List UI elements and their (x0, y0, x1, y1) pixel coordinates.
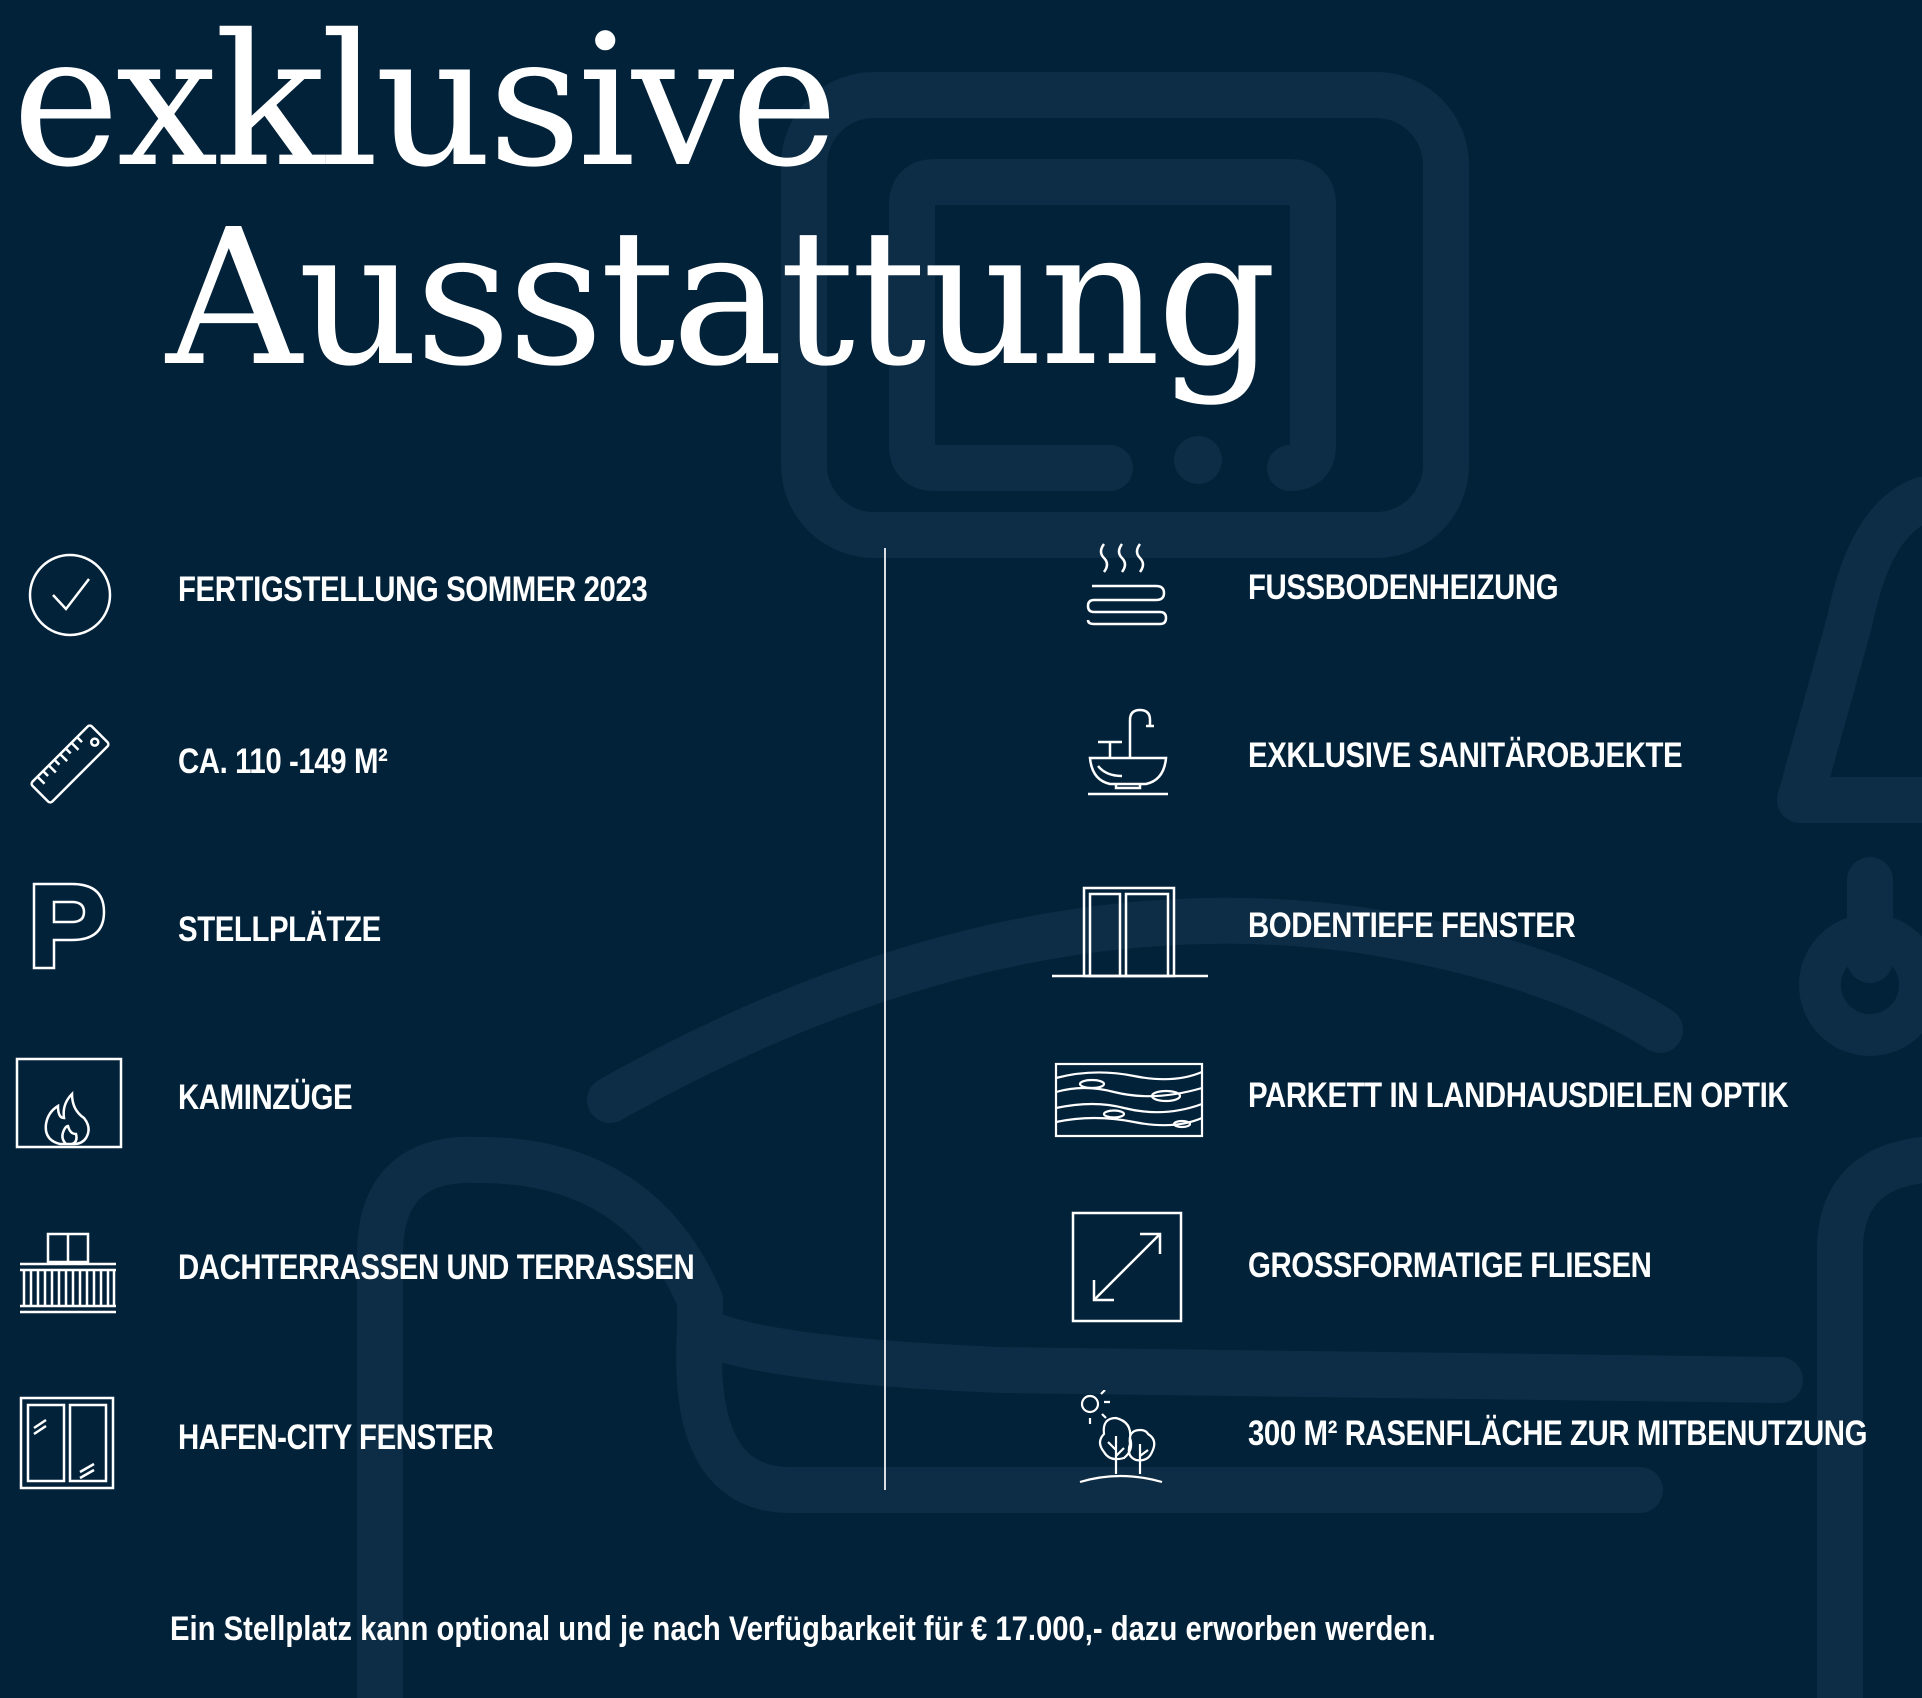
lawn-trees-icon (1076, 1390, 1166, 1484)
parking-icon (24, 878, 114, 974)
large-tile-icon (1070, 1210, 1184, 1324)
feature-label: EXKLUSIVE SANITÄROBJEKTE (1248, 736, 1683, 775)
feature-item-completion (0, 530, 880, 650)
floor-window-icon (1050, 884, 1210, 980)
feature-item-floor-heating (1040, 528, 1922, 648)
feature-item-parking (0, 870, 880, 990)
terrace-railing-icon (18, 1230, 118, 1314)
feature-label: FERTIGSTELLUNG SOMMER 2023 (178, 570, 648, 609)
feature-item-sanitary (1040, 696, 1922, 816)
feature-item-lawn (1040, 1374, 1922, 1494)
feature-label: DACHTERRASSEN UND TERRASSEN (178, 1248, 695, 1287)
title-line-2: Ausstattung (166, 189, 1274, 408)
feature-label: STELLPLÄTZE (178, 910, 381, 949)
column-divider (884, 548, 886, 1490)
floor-heating-icon (1084, 540, 1168, 626)
fireplace-icon (14, 1056, 124, 1150)
feature-item-fireplace (0, 1038, 880, 1158)
footnote: Ein Stellplatz kann optional und je nach Verfügbarkeit für € 17.000,- dazu erworben werden. (170, 1610, 1436, 1648)
feature-label: HAFEN-CITY FENSTER (178, 1418, 494, 1457)
feature-label: BODENTIEFE FENSTER (1248, 906, 1576, 945)
feature-label: PARKETT IN LANDHAUSDIELEN OPTIK (1248, 1076, 1789, 1115)
feature-label: FUSSBODENHEIZUNG (1248, 568, 1559, 607)
title-line-1: exklusive (12, 0, 835, 207)
feature-item-floor-window (1040, 866, 1922, 986)
feature-item-tiles (1040, 1206, 1922, 1326)
washbasin-icon (1086, 704, 1170, 796)
feature-item-area (0, 702, 880, 822)
feature-item-parquet (1040, 1036, 1922, 1156)
window-icon (18, 1392, 118, 1492)
parquet-icon (1054, 1062, 1204, 1138)
feature-label: GROSSFORMATIGE FLIESEN (1248, 1246, 1652, 1285)
feature-label: 300 M² RASENFLÄCHE ZUR MITBENUTZUNG (1248, 1414, 1868, 1453)
feature-label: KAMINZÜGE (178, 1078, 353, 1117)
feature-item-window (0, 1378, 880, 1498)
checkmark-circle-icon (20, 545, 120, 645)
ruler-icon (20, 714, 120, 814)
feature-item-terrace (0, 1208, 880, 1328)
feature-label: CA. 110 -149 M² (178, 742, 388, 781)
